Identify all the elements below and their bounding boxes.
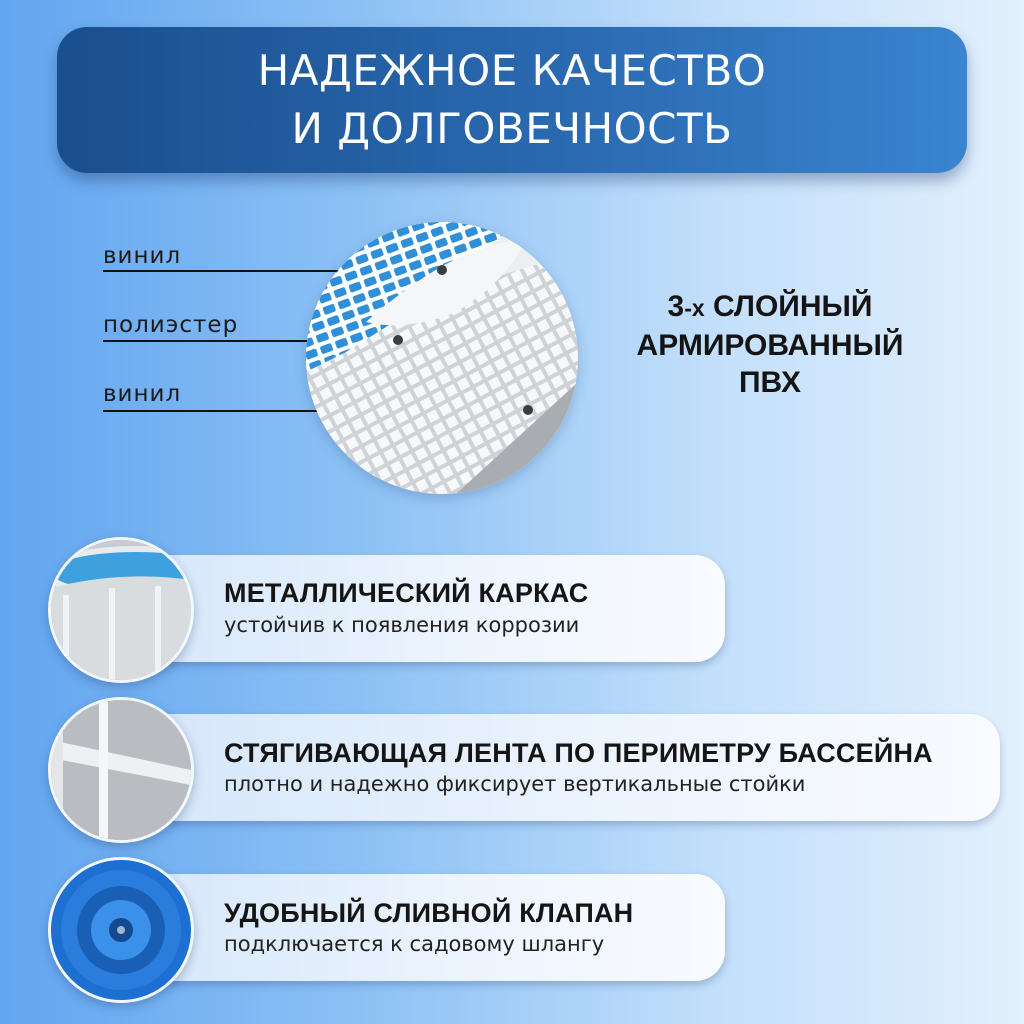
feature-image-drain-valve [48, 857, 194, 1003]
pvc-line-2: АРМИРОВАННЫЙ [636, 329, 904, 362]
pool-frame-illustration [51, 540, 191, 680]
layer-label-vinyl-top: винил [103, 243, 182, 269]
feature-title-drain-valve: УДОБНЫЙ СЛИВНОЙ КЛАПАН [224, 898, 634, 928]
feature-title-metal-frame: МЕТАЛЛИЧЕСКИЙ КАРКАС [224, 578, 589, 608]
drain-valve-illustration [51, 860, 191, 1000]
layer-label-polyester: полиэстер [103, 312, 239, 338]
pvc-suffix: -х [684, 295, 705, 321]
feature-subtitle-drain-valve: подключается к садовому шлангу [224, 932, 605, 956]
feature-image-strap [48, 697, 194, 843]
layer-label-vinyl-bottom: винил [103, 381, 182, 407]
feature-subtitle-strap: плотно и надежно фиксирует вертикальные стойки [224, 772, 806, 796]
material-layers-image [306, 222, 578, 494]
pvc-number: 3 [667, 290, 685, 323]
material-layers-illustration [306, 222, 578, 494]
feature-image-metal-frame [48, 537, 194, 683]
pvc-description [620, 288, 920, 401]
feature-title-strap: СТЯГИВАЮЩАЯ ЛЕНТА ПО ПЕРИМЕТРУ БАССЕЙНА [224, 738, 933, 768]
pvc-line-1 [620, 288, 920, 327]
pvc-layer-word: СЛОЙНЫЙ [704, 290, 873, 323]
strap-illustration [51, 700, 191, 840]
title-banner [57, 27, 967, 173]
feature-subtitle-metal-frame: устойчив к появления коррозии [224, 613, 580, 637]
title-line-2: И ДОЛГОВЕЧНОСТЬ [291, 104, 733, 153]
pvc-line-3: ПВХ [738, 366, 802, 399]
title-line-1: НАДЕЖНОЕ КАЧЕСТВО [257, 46, 767, 95]
